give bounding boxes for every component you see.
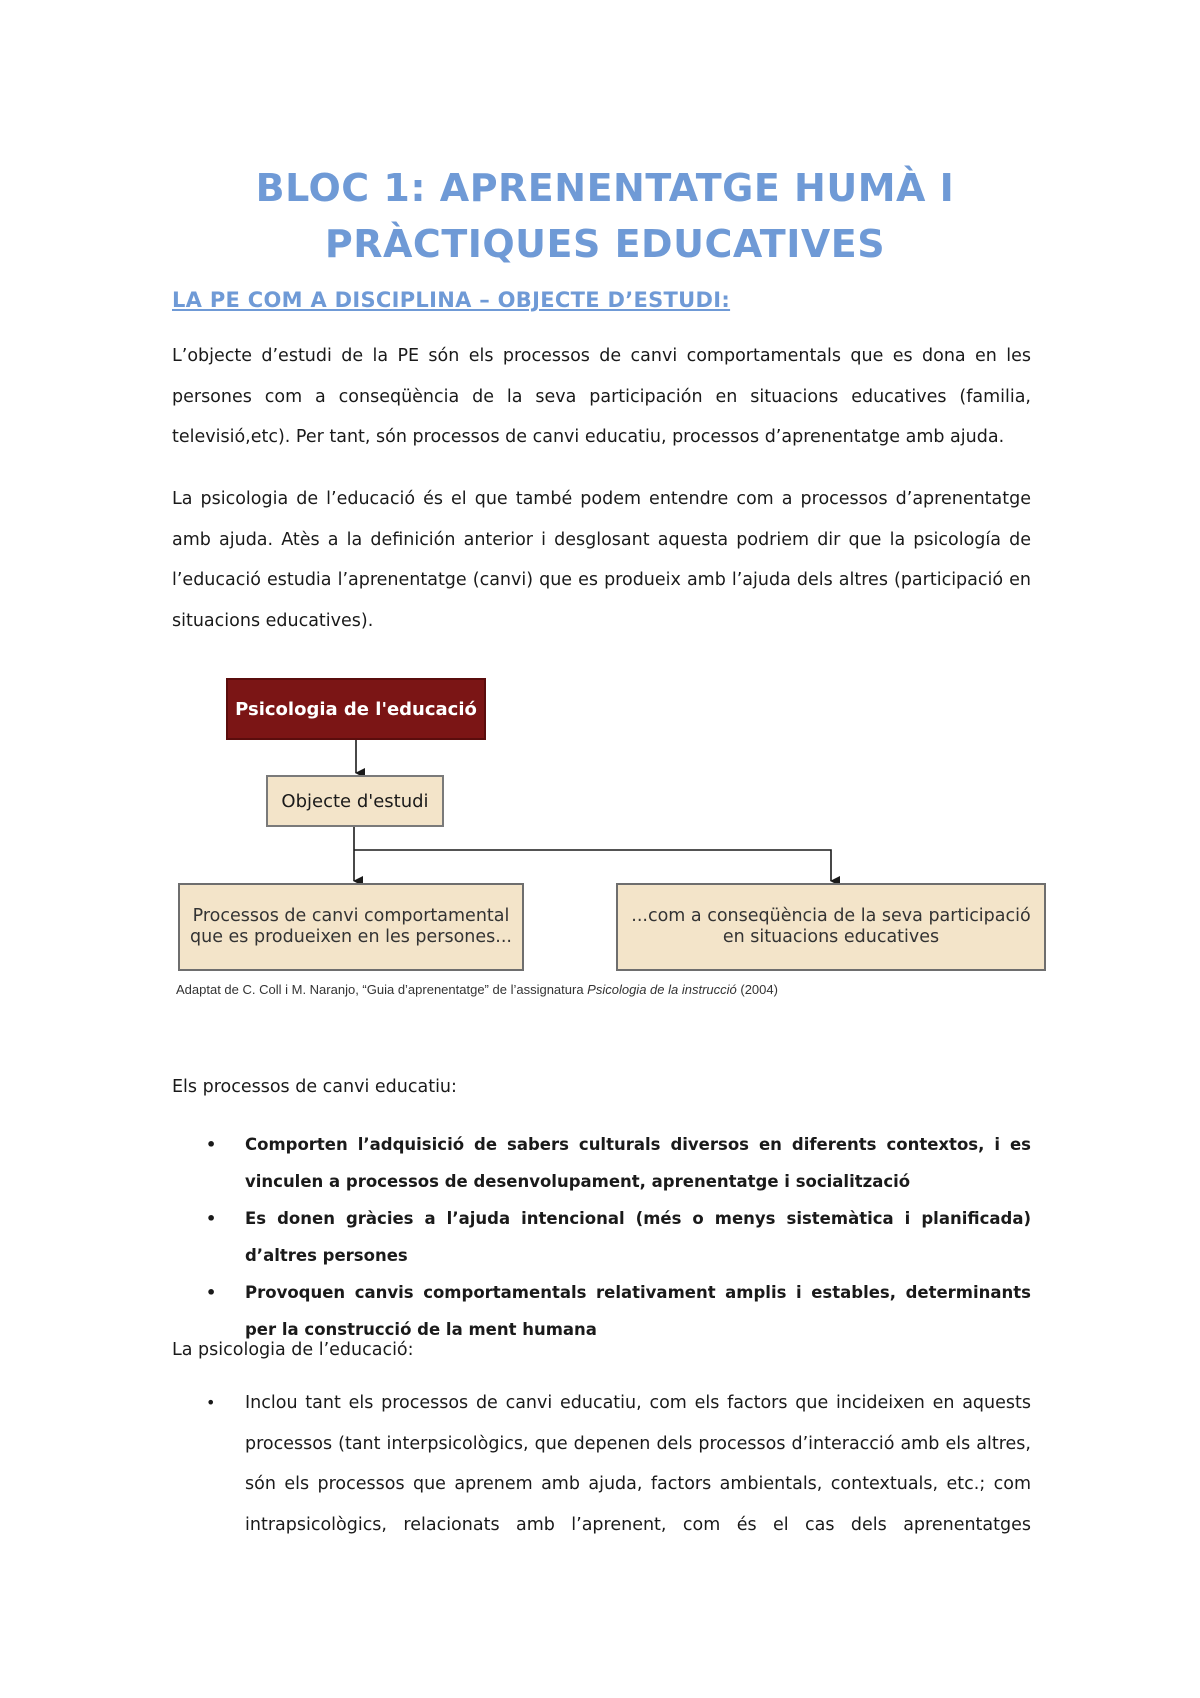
caption-suffix: (2004) [736, 982, 778, 997]
box-object-label: Objecte d'estudi [281, 790, 429, 812]
list-1-label: Els processos de canvi educatiu: [172, 1077, 457, 1097]
list-item [172, 1200, 1031, 1274]
list-2-label: La psicologia de l’educació: [172, 1340, 414, 1360]
list-item-text: Provoquen canvis comportamentals relativament amplis i estables, determinants per la construcció de la ment humana [245, 1283, 1031, 1339]
list-item [172, 1126, 1031, 1200]
box-left-line-2: que es produeixen en les persones... [190, 927, 512, 947]
bullet-icon: • [206, 1393, 216, 1412]
concept-diagram [176, 672, 1056, 1012]
bullet-icon: • [206, 1135, 217, 1154]
diagram-box-change-processes [178, 883, 524, 971]
box-right-line-2: en situacions educatives [722, 927, 940, 947]
title-line-1: BLOC 1: APRENENTATGE HUMÀ I [255, 166, 955, 210]
list-item-text: Es donen gràcies a l’ajuda intencional (més o menys sistemàtica i planificada) d’altres persones [245, 1209, 1031, 1265]
diagram-box-object-of-study [266, 775, 444, 827]
bullet-icon: • [206, 1209, 217, 1228]
list-item-text: Inclou tant els processos de canvi educatiu, com els factors que incideixen en aquests processos (tant interpsicològics, que depenen dels processos d’interacció amb els altres, són els processos que aprenem amb ajuda, factors ambientals, contextuals, etc.; com intrapsicològics, relacionats amb l’aprenent, com és el cas dels aprenentatges [245, 1393, 1031, 1535]
list-item [172, 1274, 1031, 1348]
educational-change-list [172, 1126, 1031, 1348]
box-top-label: Psicologia de l'educació [235, 698, 477, 720]
educational-psychology-list [172, 1383, 1031, 1545]
diagram-caption [176, 982, 778, 997]
list-item-text: Comporten l’adquisició de sabers culturals diversos en diferents contextos, i es vinculen a processos de desenvolupament, aprenentatge i socialització [245, 1135, 1031, 1191]
paragraph-object-of-study: L’objecte d’estudi de la PE són els processos de canvi comportamentals que es dona en les persones com a conseqüència de la seva participación en situacions educatives (familia, televisió,etc). Per tant, són processos de canvi educatiu, processos d’aprenentatge amb ajuda. [172, 346, 1031, 447]
arrow-object-to-right [354, 850, 831, 881]
list-item [172, 1383, 1031, 1545]
section-heading: LA PE COM A DISCIPLINA – OBJECTE D’ESTUDI: [172, 288, 731, 312]
bullet-icon: • [206, 1283, 217, 1302]
diagram-box-educational-psychology [226, 678, 486, 740]
box-right-line-1: ...com a conseqüència de la seva participació [631, 906, 1031, 926]
document-title [150, 160, 1060, 272]
caption-prefix: Adaptat de C. Coll i M. Naranjo, “Guia d’aprenentatge” de l’assignatura [176, 982, 588, 997]
paragraph-educational-psychology: La psicologia de l’educació és el que també podem entendre com a processos d’aprenentatge amb ajuda. Atès a la definición anterior i desglosant aquesta podriem dir que la psicología de l’educació estudia l’aprenentatge (canvi) que es produeix amb l’ajuda dels altres (participació en situacions educatives). [172, 489, 1031, 631]
diagram-box-participation [616, 883, 1046, 971]
caption-italic: Psicologia de la instrucció [587, 982, 737, 997]
title-line-2: PRÀCTIQUES EDUCATIVES [324, 222, 886, 266]
box-left-line-1: Processos de canvi comportamental [192, 906, 510, 926]
